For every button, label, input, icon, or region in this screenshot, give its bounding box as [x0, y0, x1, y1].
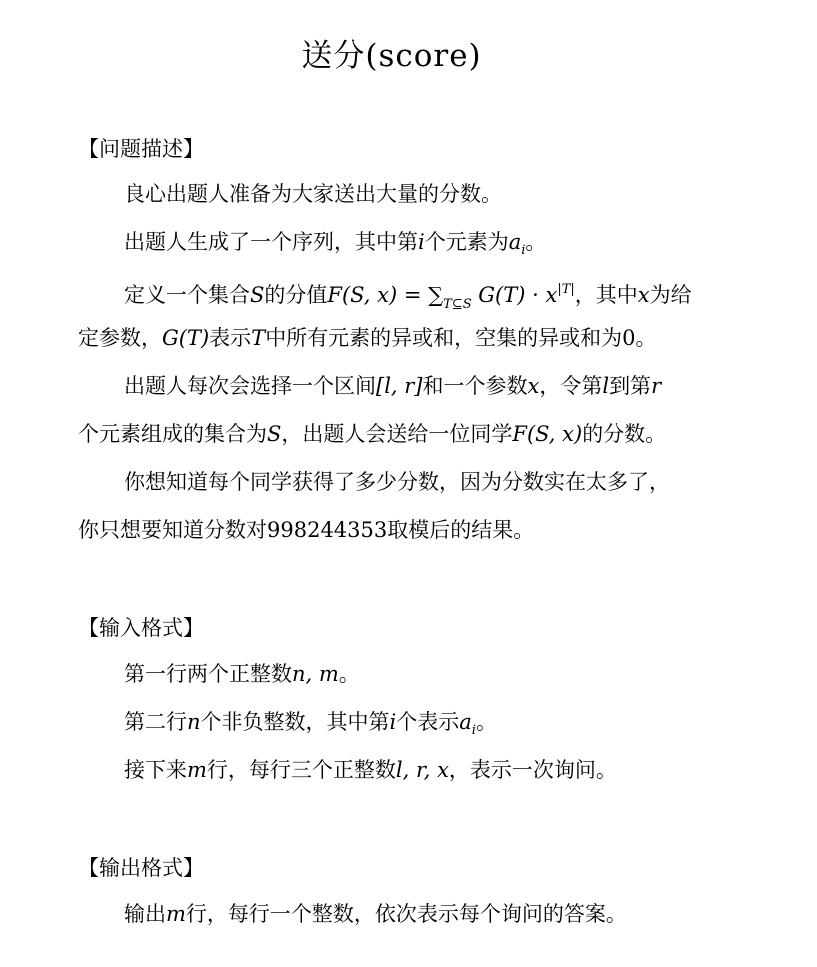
math-equals-sum: = ∑ — [397, 283, 444, 307]
text: 良心出题人准备为大家送出大量的分数。 — [124, 182, 502, 206]
text: 行，每行三个正整数 — [206, 758, 396, 782]
text: ，其中 — [574, 283, 638, 307]
output-line-1 — [78, 890, 774, 938]
text: 出题人生成了一个序列，其中第 — [124, 230, 418, 254]
text: 出题人每次会选择一个区间 — [124, 374, 376, 398]
text: 第二行 — [124, 710, 187, 734]
math-sub-i: i — [471, 723, 476, 738]
math-i: i — [389, 710, 397, 734]
text: 的分值 — [264, 283, 328, 307]
problem-paragraph-8 — [78, 506, 728, 554]
text: 。 — [338, 662, 360, 686]
text: 个元素组成的集合为 — [78, 422, 267, 446]
math-T: T — [251, 326, 266, 350]
math-a: a — [459, 710, 472, 734]
page-title: 送分(score) — [301, 38, 482, 74]
section-heading-output: 【输出格式】 — [78, 856, 204, 880]
text: 第一行两个正整数 — [124, 662, 292, 686]
math-G-T-x: G(T) · x — [471, 283, 558, 307]
math-l-r-x: l, r, x — [395, 758, 449, 782]
text: 你只想要知道分数对998244353取模后的结果。 — [78, 518, 535, 542]
math-F-S-x: F(S, x) — [327, 283, 398, 307]
text: 行，每行一个整数，依次表示每个询问的答案。 — [185, 902, 627, 926]
problem-paragraph-6 — [78, 410, 728, 458]
input-line-3 — [78, 746, 774, 794]
math-l: l — [602, 374, 610, 398]
math-S: S — [267, 422, 282, 446]
math-F-S-x: F(S, x) — [512, 422, 583, 446]
text: 个表示 — [396, 710, 460, 734]
problem-paragraph-4 — [78, 314, 728, 362]
input-line-1 — [78, 650, 774, 698]
math-exponent: |T| — [557, 282, 575, 297]
text: 定参数， — [78, 326, 162, 350]
text: 。 — [475, 710, 497, 734]
math-r: r — [651, 374, 662, 398]
text: 个非负整数，其中第 — [200, 710, 390, 734]
text: ，表示一次询问。 — [448, 758, 617, 782]
math-i: i — [418, 230, 425, 254]
text: 为给 — [649, 283, 692, 307]
text: 定义一个集合 — [124, 283, 250, 307]
text: ，令第 — [539, 374, 603, 398]
math-x: x — [527, 374, 540, 398]
math-a: a — [508, 230, 522, 254]
section-heading-problem: 【问题描述】 — [78, 137, 204, 161]
math-x: x — [637, 283, 650, 307]
math-sum-subscript: T⊆S — [443, 297, 472, 312]
problem-paragraph-7 — [78, 458, 774, 506]
text: 的分数。 — [582, 422, 667, 446]
section-heading-input: 【输入格式】 — [78, 616, 204, 640]
math-S: S — [250, 283, 265, 307]
math-interval: [l, r] — [376, 374, 423, 398]
text: 。 — [525, 230, 547, 254]
problem-paragraph-5 — [78, 362, 774, 410]
text: 和一个参数 — [422, 374, 528, 398]
text: ，出题人会送给一位同学 — [281, 422, 513, 446]
math-m: m — [166, 902, 186, 926]
math-n-m: n, m — [292, 662, 339, 686]
text: 你想知道每个同学获得了多少分数，因为分数实在太多了， — [124, 470, 670, 494]
problem-paragraph-1 — [78, 170, 774, 218]
text: 接下来 — [124, 758, 187, 782]
text: 表示 — [209, 326, 252, 350]
text: 个元素为 — [424, 230, 509, 254]
math-sub-i: i — [521, 243, 526, 258]
text: 到第 — [609, 374, 652, 398]
math-G-T: G(T) — [162, 326, 210, 350]
text: 中所有元素的异或和，空集的异或和为0。 — [265, 326, 657, 350]
math-n: n — [187, 710, 201, 734]
math-m: m — [187, 758, 207, 782]
text: 输出 — [124, 902, 166, 926]
